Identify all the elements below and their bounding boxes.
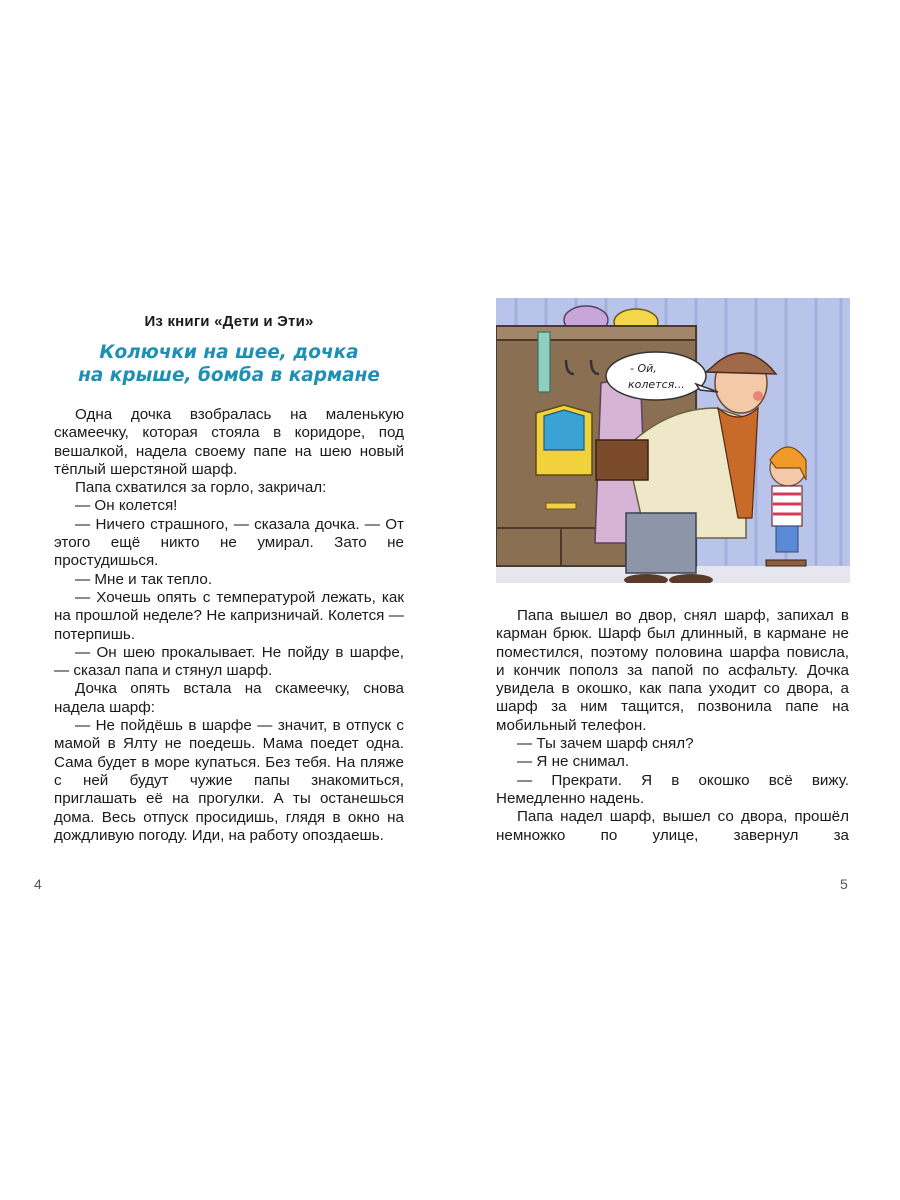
page-number-right: 5 xyxy=(840,876,848,892)
paragraph: — Не пойдёшь в шарфе — значит, в отпуск с мамой в Ялту не поедешь. Мама поедет одна. Сама будет в море купаться. Без тебя. На пляже с ней будут чужие папы знакомиться, приглашать её на прогулки. А ты останешься дома. Весь отпуск просидишь, глядя в окно на дождливую погоду. Иди, на работу опоздаешь. xyxy=(54,717,404,844)
illustration xyxy=(496,298,850,583)
story-title-line-1: Колючки на шее, дочка xyxy=(99,342,359,363)
right-page-text xyxy=(496,607,849,845)
paragraph: — Мне и так тепло. xyxy=(75,570,213,588)
story-title xyxy=(54,341,404,387)
paragraph: — Я не снимал. xyxy=(517,753,630,771)
paragraph: — Ничего страшного, — сказала дочка. — От этого ещё никто не умирал. Зато не простудишься. xyxy=(54,515,404,570)
illustration-drawing xyxy=(496,298,850,583)
paragraph: — Он колется! xyxy=(75,497,178,515)
book-title: Из книги «Дети и Эти» xyxy=(144,313,314,330)
paragraph: Папа схватился за горло, закричал: xyxy=(75,479,327,497)
paragraph: — Хочешь опять с температурой лежать, как на прошлой неделе? Не капризничай. Колется — потерпишь. xyxy=(54,588,404,643)
paragraph: — Ты зачем шарф снял? xyxy=(517,735,694,753)
paragraph: — Прекрати. Я в окошко всё вижу. Немедленно надень. xyxy=(496,771,849,807)
paragraph: Папа вышел во двор, снял шарф, запихал в карман брюк. Шарф был длинный, в кармане не поместился, поэтому половина шарфа повисла, и кончик пополз за папой по асфальту. Дочка увидела в окошко, как папа уходит со двора, а шарф за ним тащится, позвонила папе на мобильный телефон. xyxy=(496,607,849,734)
paragraph: Одна дочка взобралась на маленькую скамеечку, которая стояла в коридоре, под вешалкой, надела своему папе на шею новый тёплый шерстяной шарф. xyxy=(54,406,404,478)
story-title-line-2: на крыше, бомба в кармане xyxy=(78,365,380,386)
left-page-text xyxy=(54,406,404,845)
speech-bubble-line-1: - Ой, xyxy=(630,362,657,375)
speech-bubble-line-2: колется... xyxy=(628,378,685,391)
paragraph: — Он шею прокалывает. Не пойду в шарфе, — сказал папа и стянул шарф. xyxy=(54,643,404,680)
page-number-left: 4 xyxy=(34,876,42,892)
paragraph: Папа надел шарф, вышел со двора, прошёл немножко по улице, завернул за xyxy=(496,808,849,844)
paragraph: Дочка опять встала на скамеечку, снова надела шарф: xyxy=(54,680,404,716)
